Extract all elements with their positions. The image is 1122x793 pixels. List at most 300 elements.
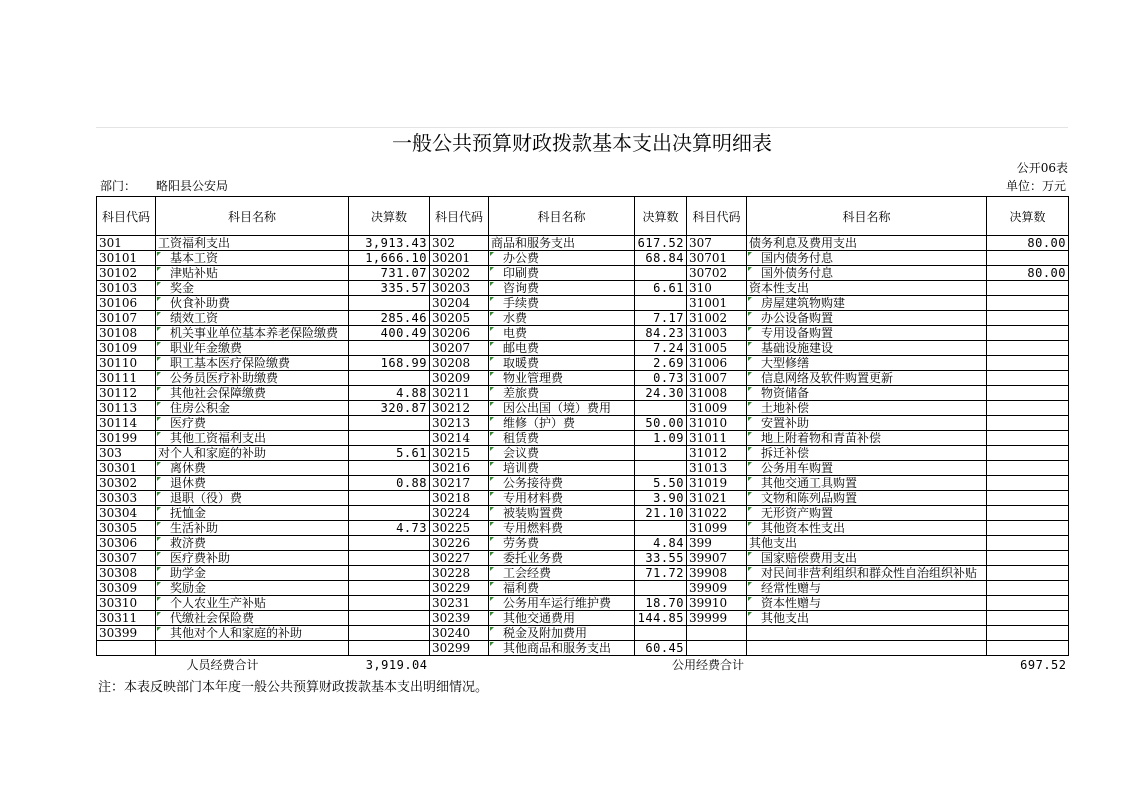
amount-cell [987, 491, 1069, 506]
amount-cell [349, 581, 430, 596]
subject-name-cell: 物业管理费 [489, 371, 635, 386]
subject-code-cell: 31022 [687, 506, 747, 521]
subject-code-cell: 30299 [430, 641, 489, 656]
amount-cell [349, 491, 430, 506]
subject-code-cell: 39909 [687, 581, 747, 596]
amount-cell [987, 641, 1069, 656]
subject-name-cell: 物资储备 [747, 386, 987, 401]
amount-cell: 285.46 [349, 311, 430, 326]
subject-code-cell: 30211 [430, 386, 489, 401]
amount-cell: 24.30 [635, 386, 687, 401]
subject-code-cell: 31019 [687, 476, 747, 491]
personnel-total-value: 3,919.04 [365, 657, 428, 672]
subject-name-cell: 专用燃料费 [489, 521, 635, 536]
subject-name-cell: 因公出国（境）费用 [489, 401, 635, 416]
subject-name-cell: 奖金 [156, 281, 349, 296]
table-row [97, 401, 1069, 416]
subject-name-cell: 公务接待费 [489, 476, 635, 491]
table-row [97, 296, 1069, 311]
amount-cell: 50.00 [635, 416, 687, 431]
subject-code-cell: 31005 [687, 341, 747, 356]
subject-name-cell: 津贴补贴 [156, 266, 349, 281]
subject-name-cell: 其他支出 [747, 536, 987, 551]
subject-code-cell: 39999 [687, 611, 747, 626]
amount-cell: 33.55 [635, 551, 687, 566]
subject-code-cell: 30239 [430, 611, 489, 626]
subject-name-cell: 其他社会保障缴费 [156, 386, 349, 401]
amount-cell: 6.61 [635, 281, 687, 296]
table-row [97, 266, 1069, 281]
subject-code-cell: 30302 [97, 476, 156, 491]
subject-name-cell: 工资福利支出 [156, 236, 349, 251]
subject-code-cell: 30114 [97, 416, 156, 431]
amount-cell [987, 566, 1069, 581]
subject-code-cell: 30228 [430, 566, 489, 581]
subject-code-cell [687, 626, 747, 641]
subject-code-cell: 30111 [97, 371, 156, 386]
header-name-3: 科目名称 [747, 197, 987, 236]
subject-code-cell: 302 [430, 236, 489, 251]
subject-name-cell: 邮电费 [489, 341, 635, 356]
subject-name-cell: 退休费 [156, 476, 349, 491]
subject-name-cell: 经常性赠与 [747, 581, 987, 596]
table-row [97, 311, 1069, 326]
amount-cell: 3.90 [635, 491, 687, 506]
subject-name-cell: 委托业务费 [489, 551, 635, 566]
subject-name-cell: 其他工资福利支出 [156, 431, 349, 446]
amount-cell: 1.09 [635, 431, 687, 446]
subject-code-cell: 30308 [97, 566, 156, 581]
subject-name-cell: 文物和陈列品购置 [747, 491, 987, 506]
table-row [97, 611, 1069, 626]
amount-cell [987, 431, 1069, 446]
header-name-2: 科目名称 [489, 197, 635, 236]
subject-code-cell: 30199 [97, 431, 156, 446]
subject-name-cell: 伙食补助费 [156, 296, 349, 311]
amount-cell [987, 281, 1069, 296]
subject-code-cell: 30214 [430, 431, 489, 446]
subject-code-cell: 30215 [430, 446, 489, 461]
table-row [97, 341, 1069, 356]
amount-cell [987, 596, 1069, 611]
subject-code-cell: 30311 [97, 611, 156, 626]
subject-code-cell: 30310 [97, 596, 156, 611]
header-amount-1: 决算数 [349, 197, 430, 236]
subject-code-cell [687, 641, 747, 656]
subject-code-cell: 399 [687, 536, 747, 551]
subject-code-cell: 30209 [430, 371, 489, 386]
subject-name-cell: 基本工资 [156, 251, 349, 266]
subject-name-cell: 商品和服务支出 [489, 236, 635, 251]
table-row [97, 431, 1069, 446]
amount-cell: 21.10 [635, 506, 687, 521]
amount-cell: 0.88 [349, 476, 430, 491]
subject-name-cell: 绩效工资 [156, 311, 349, 326]
subject-code-cell: 301 [97, 236, 156, 251]
subject-name-cell: 公务用车运行维护费 [489, 596, 635, 611]
amount-cell [349, 641, 430, 656]
table-row [97, 566, 1069, 581]
subject-name-cell: 公务员医疗补助缴费 [156, 371, 349, 386]
subject-name-cell: 债务利息及费用支出 [747, 236, 987, 251]
amount-cell [987, 581, 1069, 596]
table-row [97, 581, 1069, 596]
subject-name-cell: 手续费 [489, 296, 635, 311]
subject-code-cell: 30201 [430, 251, 489, 266]
subject-name-cell: 其他资本性支出 [747, 521, 987, 536]
subject-code-cell: 30306 [97, 536, 156, 551]
amount-cell [635, 581, 687, 596]
amount-cell: 0.73 [635, 371, 687, 386]
amount-cell [987, 386, 1069, 401]
amount-cell [349, 461, 430, 476]
amount-cell: 80.00 [987, 236, 1069, 251]
subject-code-cell: 30231 [430, 596, 489, 611]
amount-cell [987, 251, 1069, 266]
amount-cell: 7.17 [635, 311, 687, 326]
subject-code-cell: 30113 [97, 401, 156, 416]
subject-code-cell: 30101 [97, 251, 156, 266]
amount-cell: 4.73 [349, 521, 430, 536]
subject-code-cell: 30399 [97, 626, 156, 641]
subject-code-cell: 30305 [97, 521, 156, 536]
subject-code-cell: 30701 [687, 251, 747, 266]
amount-cell [987, 476, 1069, 491]
subject-name-cell: 国内债务付息 [747, 251, 987, 266]
amount-cell [987, 536, 1069, 551]
subject-code-cell: 30225 [430, 521, 489, 536]
subject-name-cell: 其他支出 [747, 611, 987, 626]
amount-cell [635, 401, 687, 416]
subject-name-cell: 其他交通费用 [489, 611, 635, 626]
subject-name-cell: 个人农业生产补贴 [156, 596, 349, 611]
amount-cell [635, 626, 687, 641]
subject-name-cell: 培训费 [489, 461, 635, 476]
amount-cell: 617.52 [635, 236, 687, 251]
subject-name-cell: 无形资产购置 [747, 506, 987, 521]
subject-name-cell: 劳务费 [489, 536, 635, 551]
subject-name-cell: 专用材料费 [489, 491, 635, 506]
subject-code-cell: 30303 [97, 491, 156, 506]
amount-cell: 731.07 [349, 266, 430, 281]
table-row [97, 281, 1069, 296]
subject-name-cell: 拆迁补偿 [747, 446, 987, 461]
header-code-3: 科目代码 [687, 197, 747, 236]
subject-name-cell: 离休费 [156, 461, 349, 476]
subject-name-cell: 土地补偿 [747, 401, 987, 416]
amount-cell [349, 566, 430, 581]
subject-code-cell: 307 [687, 236, 747, 251]
table-row [97, 446, 1069, 461]
subject-code-cell: 30224 [430, 506, 489, 521]
amount-cell: 71.72 [635, 566, 687, 581]
amount-cell: 84.23 [635, 326, 687, 341]
subject-code-cell: 30206 [430, 326, 489, 341]
amount-cell [635, 461, 687, 476]
amount-cell: 80.00 [987, 266, 1069, 281]
subject-code-cell: 30207 [430, 341, 489, 356]
subject-code-cell: 31003 [687, 326, 747, 341]
amount-cell: 335.57 [349, 281, 430, 296]
subject-name-cell: 公务用车购置 [747, 461, 987, 476]
subject-name-cell: 基础设施建设 [747, 341, 987, 356]
subject-name-cell: 其他对个人和家庭的补助 [156, 626, 349, 641]
subject-code-cell: 30109 [97, 341, 156, 356]
meta-row [96, 177, 1068, 196]
subject-name-cell [747, 626, 987, 641]
amount-cell: 2.69 [635, 356, 687, 371]
amount-cell: 4.88 [349, 386, 430, 401]
table-row [97, 626, 1069, 641]
amount-cell [635, 266, 687, 281]
dept-label: 部门： [100, 179, 137, 193]
subject-code-cell: 30212 [430, 401, 489, 416]
subject-name-cell: 国外债务付息 [747, 266, 987, 281]
amount-cell: 5.61 [349, 446, 430, 461]
subject-code-cell: 31008 [687, 386, 747, 401]
subject-code-cell: 30226 [430, 536, 489, 551]
amount-cell [987, 551, 1069, 566]
subject-name-cell: 差旅费 [489, 386, 635, 401]
subject-name-cell: 对个人和家庭的补助 [156, 446, 349, 461]
subject-code-cell: 30112 [97, 386, 156, 401]
public-total-value: 697.52 [1020, 657, 1067, 672]
amount-cell [349, 416, 430, 431]
subject-code-cell: 30202 [430, 266, 489, 281]
form-code: 公开06表 [1016, 161, 1068, 175]
subject-name-cell: 税金及附加费用 [489, 626, 635, 641]
amount-cell [987, 311, 1069, 326]
table-row [97, 236, 1069, 251]
subject-name-cell: 房屋建筑物购建 [747, 296, 987, 311]
subject-name-cell: 资本性支出 [747, 281, 987, 296]
dept-name: 略阳县公安局 [156, 179, 229, 193]
table-row [97, 416, 1069, 431]
amount-cell [987, 341, 1069, 356]
amount-cell [635, 296, 687, 311]
amount-cell: 68.84 [635, 251, 687, 266]
subject-name-cell: 信息网络及软件购置更新 [747, 371, 987, 386]
table-row [97, 641, 1069, 656]
amount-cell [349, 611, 430, 626]
amount-cell [987, 446, 1069, 461]
amount-cell [987, 401, 1069, 416]
subject-name-cell: 机关事业单位基本养老保险缴费 [156, 326, 349, 341]
subject-code-cell: 30309 [97, 581, 156, 596]
subject-code-cell: 30103 [97, 281, 156, 296]
amount-cell [349, 431, 430, 446]
subject-name-cell: 国家赔偿费用支出 [747, 551, 987, 566]
amount-cell [349, 626, 430, 641]
table-row [97, 356, 1069, 371]
table-row [97, 476, 1069, 491]
subject-name-cell: 其他商品和服务支出 [489, 641, 635, 656]
header-amount-2: 决算数 [635, 197, 687, 236]
table-row [97, 326, 1069, 341]
subject-name-cell: 大型修缮 [747, 356, 987, 371]
subject-name-cell: 退职（役）费 [156, 491, 349, 506]
totals-row [97, 656, 1069, 674]
subject-code-cell: 30203 [430, 281, 489, 296]
amount-cell: 144.85 [635, 611, 687, 626]
amount-cell [635, 446, 687, 461]
subject-name-cell: 水费 [489, 311, 635, 326]
subject-code-cell: 31006 [687, 356, 747, 371]
header-code-2: 科目代码 [430, 197, 489, 236]
subject-code-cell: 30307 [97, 551, 156, 566]
unit-label: 单位：万元 [1005, 179, 1066, 193]
subject-name-cell: 被装购置费 [489, 506, 635, 521]
amount-cell [635, 521, 687, 536]
subject-code-cell: 31021 [687, 491, 747, 506]
amount-cell: 18.70 [635, 596, 687, 611]
amount-cell [987, 611, 1069, 626]
table-row [97, 491, 1069, 506]
subject-code-cell: 30102 [97, 266, 156, 281]
subject-code-cell [97, 641, 156, 656]
footnote: 注：本表反映部门本年度一般公共预算财政拨款基本支出明细情况。 [98, 680, 489, 695]
subject-code-cell: 30204 [430, 296, 489, 311]
amount-cell [349, 551, 430, 566]
amount-cell [349, 596, 430, 611]
subject-code-cell: 30218 [430, 491, 489, 506]
table-body [97, 236, 1069, 656]
table-row [97, 461, 1069, 476]
subject-code-cell: 30208 [430, 356, 489, 371]
subject-code-cell: 31009 [687, 401, 747, 416]
subject-name-cell: 电费 [489, 326, 635, 341]
amount-cell: 320.87 [349, 401, 430, 416]
header-row [97, 197, 1069, 236]
subject-name-cell: 奖励金 [156, 581, 349, 596]
subject-name-cell: 咨询费 [489, 281, 635, 296]
subject-name-cell: 生活补助 [156, 521, 349, 536]
subject-code-cell: 31007 [687, 371, 747, 386]
subject-name-cell: 租赁费 [489, 431, 635, 446]
amount-cell: 60.45 [635, 641, 687, 656]
header-code-1: 科目代码 [97, 197, 156, 236]
amount-cell: 168.99 [349, 356, 430, 371]
subject-code-cell: 31001 [687, 296, 747, 311]
subject-code-cell: 30106 [97, 296, 156, 311]
subject-code-cell: 303 [97, 446, 156, 461]
header-name-1: 科目名称 [156, 197, 349, 236]
amount-cell: 1,666.10 [349, 251, 430, 266]
amount-cell [987, 326, 1069, 341]
table-row [97, 386, 1069, 401]
subject-name-cell: 安置补助 [747, 416, 987, 431]
table-row [97, 551, 1069, 566]
subject-code-cell: 31010 [687, 416, 747, 431]
amount-cell [987, 626, 1069, 641]
subject-code-cell: 30108 [97, 326, 156, 341]
table-row [97, 506, 1069, 521]
table-row [97, 371, 1069, 386]
amount-cell: 3,913.43 [349, 236, 430, 251]
subject-code-cell: 39910 [687, 596, 747, 611]
subject-name-cell: 专用设备购置 [747, 326, 987, 341]
subject-name-cell: 救济费 [156, 536, 349, 551]
subject-code-cell: 39908 [687, 566, 747, 581]
subject-name-cell: 医疗费 [156, 416, 349, 431]
subject-name-cell: 福利费 [489, 581, 635, 596]
subject-name-cell: 取暖费 [489, 356, 635, 371]
amount-cell [987, 416, 1069, 431]
subject-name-cell: 助学金 [156, 566, 349, 581]
amount-cell: 5.50 [635, 476, 687, 491]
subject-name-cell: 其他交通工具购置 [747, 476, 987, 491]
subject-code-cell: 31012 [687, 446, 747, 461]
amount-cell [987, 356, 1069, 371]
header-amount-3: 决算数 [987, 197, 1069, 236]
table-row [97, 536, 1069, 551]
amount-cell [987, 506, 1069, 521]
amount-cell [987, 461, 1069, 476]
subject-code-cell: 30217 [430, 476, 489, 491]
amount-cell [349, 341, 430, 356]
subject-code-cell: 30227 [430, 551, 489, 566]
subject-name-cell: 医疗费补助 [156, 551, 349, 566]
subject-code-cell: 30107 [97, 311, 156, 326]
subject-code-cell: 31011 [687, 431, 747, 446]
subject-name-cell: 工会经费 [489, 566, 635, 581]
subject-code-cell: 30213 [430, 416, 489, 431]
table-row [97, 521, 1069, 536]
amount-cell [349, 506, 430, 521]
subject-code-cell: 30702 [687, 266, 747, 281]
subject-name-cell: 对民间非营利组织和群众性自治组织补贴 [747, 566, 987, 581]
personnel-total-label: 人员经费合计 [186, 658, 259, 672]
amount-cell [987, 371, 1069, 386]
amount-cell [349, 371, 430, 386]
subject-name-cell: 资本性赠与 [747, 596, 987, 611]
subject-name-cell: 印刷费 [489, 266, 635, 281]
subject-code-cell: 30304 [97, 506, 156, 521]
subject-name-cell: 抚恤金 [156, 506, 349, 521]
amount-cell [349, 536, 430, 551]
subject-name-cell: 职业年金缴费 [156, 341, 349, 356]
amount-cell [349, 296, 430, 311]
subject-name-cell: 办公费 [489, 251, 635, 266]
amount-cell [987, 296, 1069, 311]
table-row [97, 251, 1069, 266]
report-title: 一般公共预算财政拨款基本支出决算明细表 [96, 127, 1068, 159]
subject-name-cell: 维修（护）费 [489, 416, 635, 431]
subject-code-cell: 30216 [430, 461, 489, 476]
subject-code-cell: 30205 [430, 311, 489, 326]
subject-code-cell: 31099 [687, 521, 747, 536]
subject-name-cell: 代缴社会保险费 [156, 611, 349, 626]
subject-code-cell: 30301 [97, 461, 156, 476]
subject-code-cell: 30240 [430, 626, 489, 641]
subject-name-cell: 会议费 [489, 446, 635, 461]
amount-cell [987, 521, 1069, 536]
public-total-label: 公用经费合计 [671, 658, 744, 672]
subject-name-cell [747, 641, 987, 656]
amount-cell: 4.84 [635, 536, 687, 551]
subject-code-cell: 31013 [687, 461, 747, 476]
amount-cell: 400.49 [349, 326, 430, 341]
expenditure-table [96, 196, 1069, 673]
subject-code-cell: 30229 [430, 581, 489, 596]
amount-cell: 7.24 [635, 341, 687, 356]
subject-code-cell: 31002 [687, 311, 747, 326]
subject-name-cell: 职工基本医疗保险缴费 [156, 356, 349, 371]
subject-code-cell: 30110 [97, 356, 156, 371]
subject-name-cell [156, 641, 349, 656]
subject-name-cell: 办公设备购置 [747, 311, 987, 326]
subject-name-cell: 地上附着物和青苗补偿 [747, 431, 987, 446]
